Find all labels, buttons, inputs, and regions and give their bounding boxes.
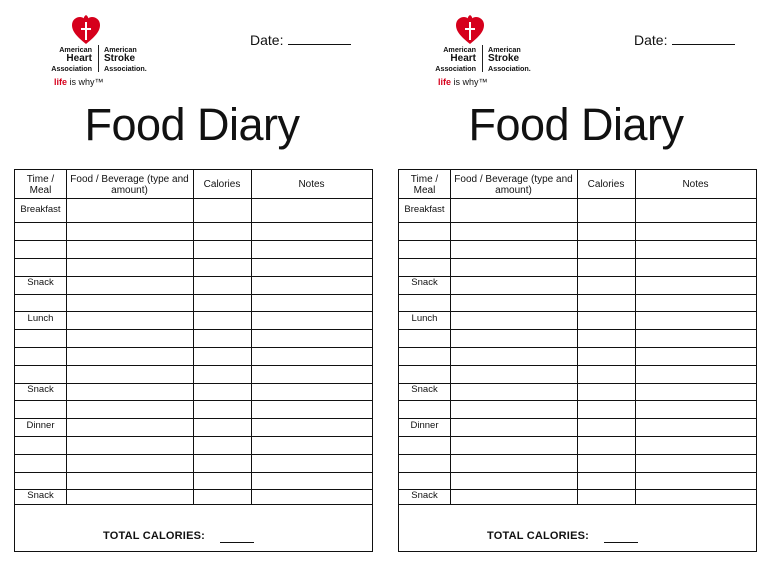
row-rule <box>15 436 372 437</box>
row-rule <box>399 311 756 312</box>
row-rule <box>399 222 756 223</box>
tagline: life is why™ <box>54 77 104 87</box>
row-rule <box>15 311 372 312</box>
meal-label-snack: Snack <box>27 384 54 395</box>
aha-name: American Heart Association <box>435 45 476 73</box>
header-rule <box>399 198 756 199</box>
meal-label-snack: Snack <box>411 490 438 501</box>
date-label: Date: <box>634 32 668 48</box>
meal-label-lunch: Lunch <box>27 313 54 324</box>
logo-divider <box>482 45 483 72</box>
total-calories-field[interactable] <box>220 542 254 543</box>
row-rule <box>15 400 372 401</box>
logo-divider <box>98 45 99 72</box>
header-food-beverage: Food / Beverage (type and amount) <box>70 173 189 196</box>
tagline: life is why™ <box>438 77 488 87</box>
asa-name: American Stroke Association. <box>104 45 147 73</box>
row-rule <box>399 276 756 277</box>
header-food-beverage: Food / Beverage (type and amount) <box>454 173 573 196</box>
food-diary-page-left <box>12 0 372 586</box>
meal-label-dinner: Dinner <box>26 420 55 431</box>
meal-label-snack: Snack <box>411 277 438 288</box>
aha-name: American Heart Association <box>51 45 92 73</box>
total-calories-label: TOTAL CALORIES: <box>103 530 205 542</box>
header-notes: Notes <box>682 179 709 190</box>
page-title: Food Diary <box>468 99 684 150</box>
footer-rule <box>399 504 756 505</box>
asa-name: American Stroke Association. <box>488 45 531 73</box>
row-rule <box>399 472 756 473</box>
row-rule <box>15 294 372 295</box>
row-rule <box>399 240 756 241</box>
row-rule <box>399 258 756 259</box>
row-rule <box>15 329 372 330</box>
meal-label-breakfast: Breakfast <box>20 204 61 215</box>
header-calories: Calories <box>587 179 625 190</box>
date-label: Date: <box>250 32 284 48</box>
row-rule <box>15 240 372 241</box>
row-rule <box>15 258 372 259</box>
date-field[interactable] <box>288 44 351 45</box>
footer-rule <box>15 504 372 505</box>
header-rule <box>15 198 372 199</box>
header-time-meal: Time / Meal <box>26 173 55 196</box>
row-rule <box>399 329 756 330</box>
total-calories-label: TOTAL CALORIES: <box>487 530 589 542</box>
row-rule <box>15 347 372 348</box>
row-rule <box>15 489 372 490</box>
meal-label-snack: Snack <box>27 490 54 501</box>
row-rule <box>15 365 372 366</box>
meal-label-lunch: Lunch <box>411 313 438 324</box>
row-rule <box>399 454 756 455</box>
row-rule <box>399 436 756 437</box>
row-rule <box>15 383 372 384</box>
food-diary-table <box>14 169 373 552</box>
meal-label-dinner: Dinner <box>410 420 439 431</box>
header-time-meal: Time / Meal <box>410 173 439 196</box>
page-title: Food Diary <box>84 99 300 150</box>
meal-label-breakfast: Breakfast <box>404 204 445 215</box>
food-diary-page-right <box>396 0 756 586</box>
meal-label-snack: Snack <box>27 277 54 288</box>
row-rule <box>399 294 756 295</box>
meal-label-snack: Snack <box>411 384 438 395</box>
row-rule <box>15 222 372 223</box>
aha-asa-logo <box>32 14 172 94</box>
row-rule <box>399 347 756 348</box>
heart-torch-icon <box>454 14 486 46</box>
heart-torch-icon <box>70 14 102 46</box>
row-rule <box>399 489 756 490</box>
aha-asa-logo <box>416 14 556 94</box>
header-notes: Notes <box>298 179 325 190</box>
row-rule <box>15 472 372 473</box>
row-rule <box>15 276 372 277</box>
row-rule <box>399 418 756 419</box>
row-rule <box>399 383 756 384</box>
row-rule <box>399 400 756 401</box>
row-rule <box>15 454 372 455</box>
date-field[interactable] <box>672 44 735 45</box>
row-rule <box>15 418 372 419</box>
row-rule <box>399 365 756 366</box>
food-diary-table <box>398 169 757 552</box>
total-calories-field[interactable] <box>604 542 638 543</box>
header-calories: Calories <box>203 179 241 190</box>
